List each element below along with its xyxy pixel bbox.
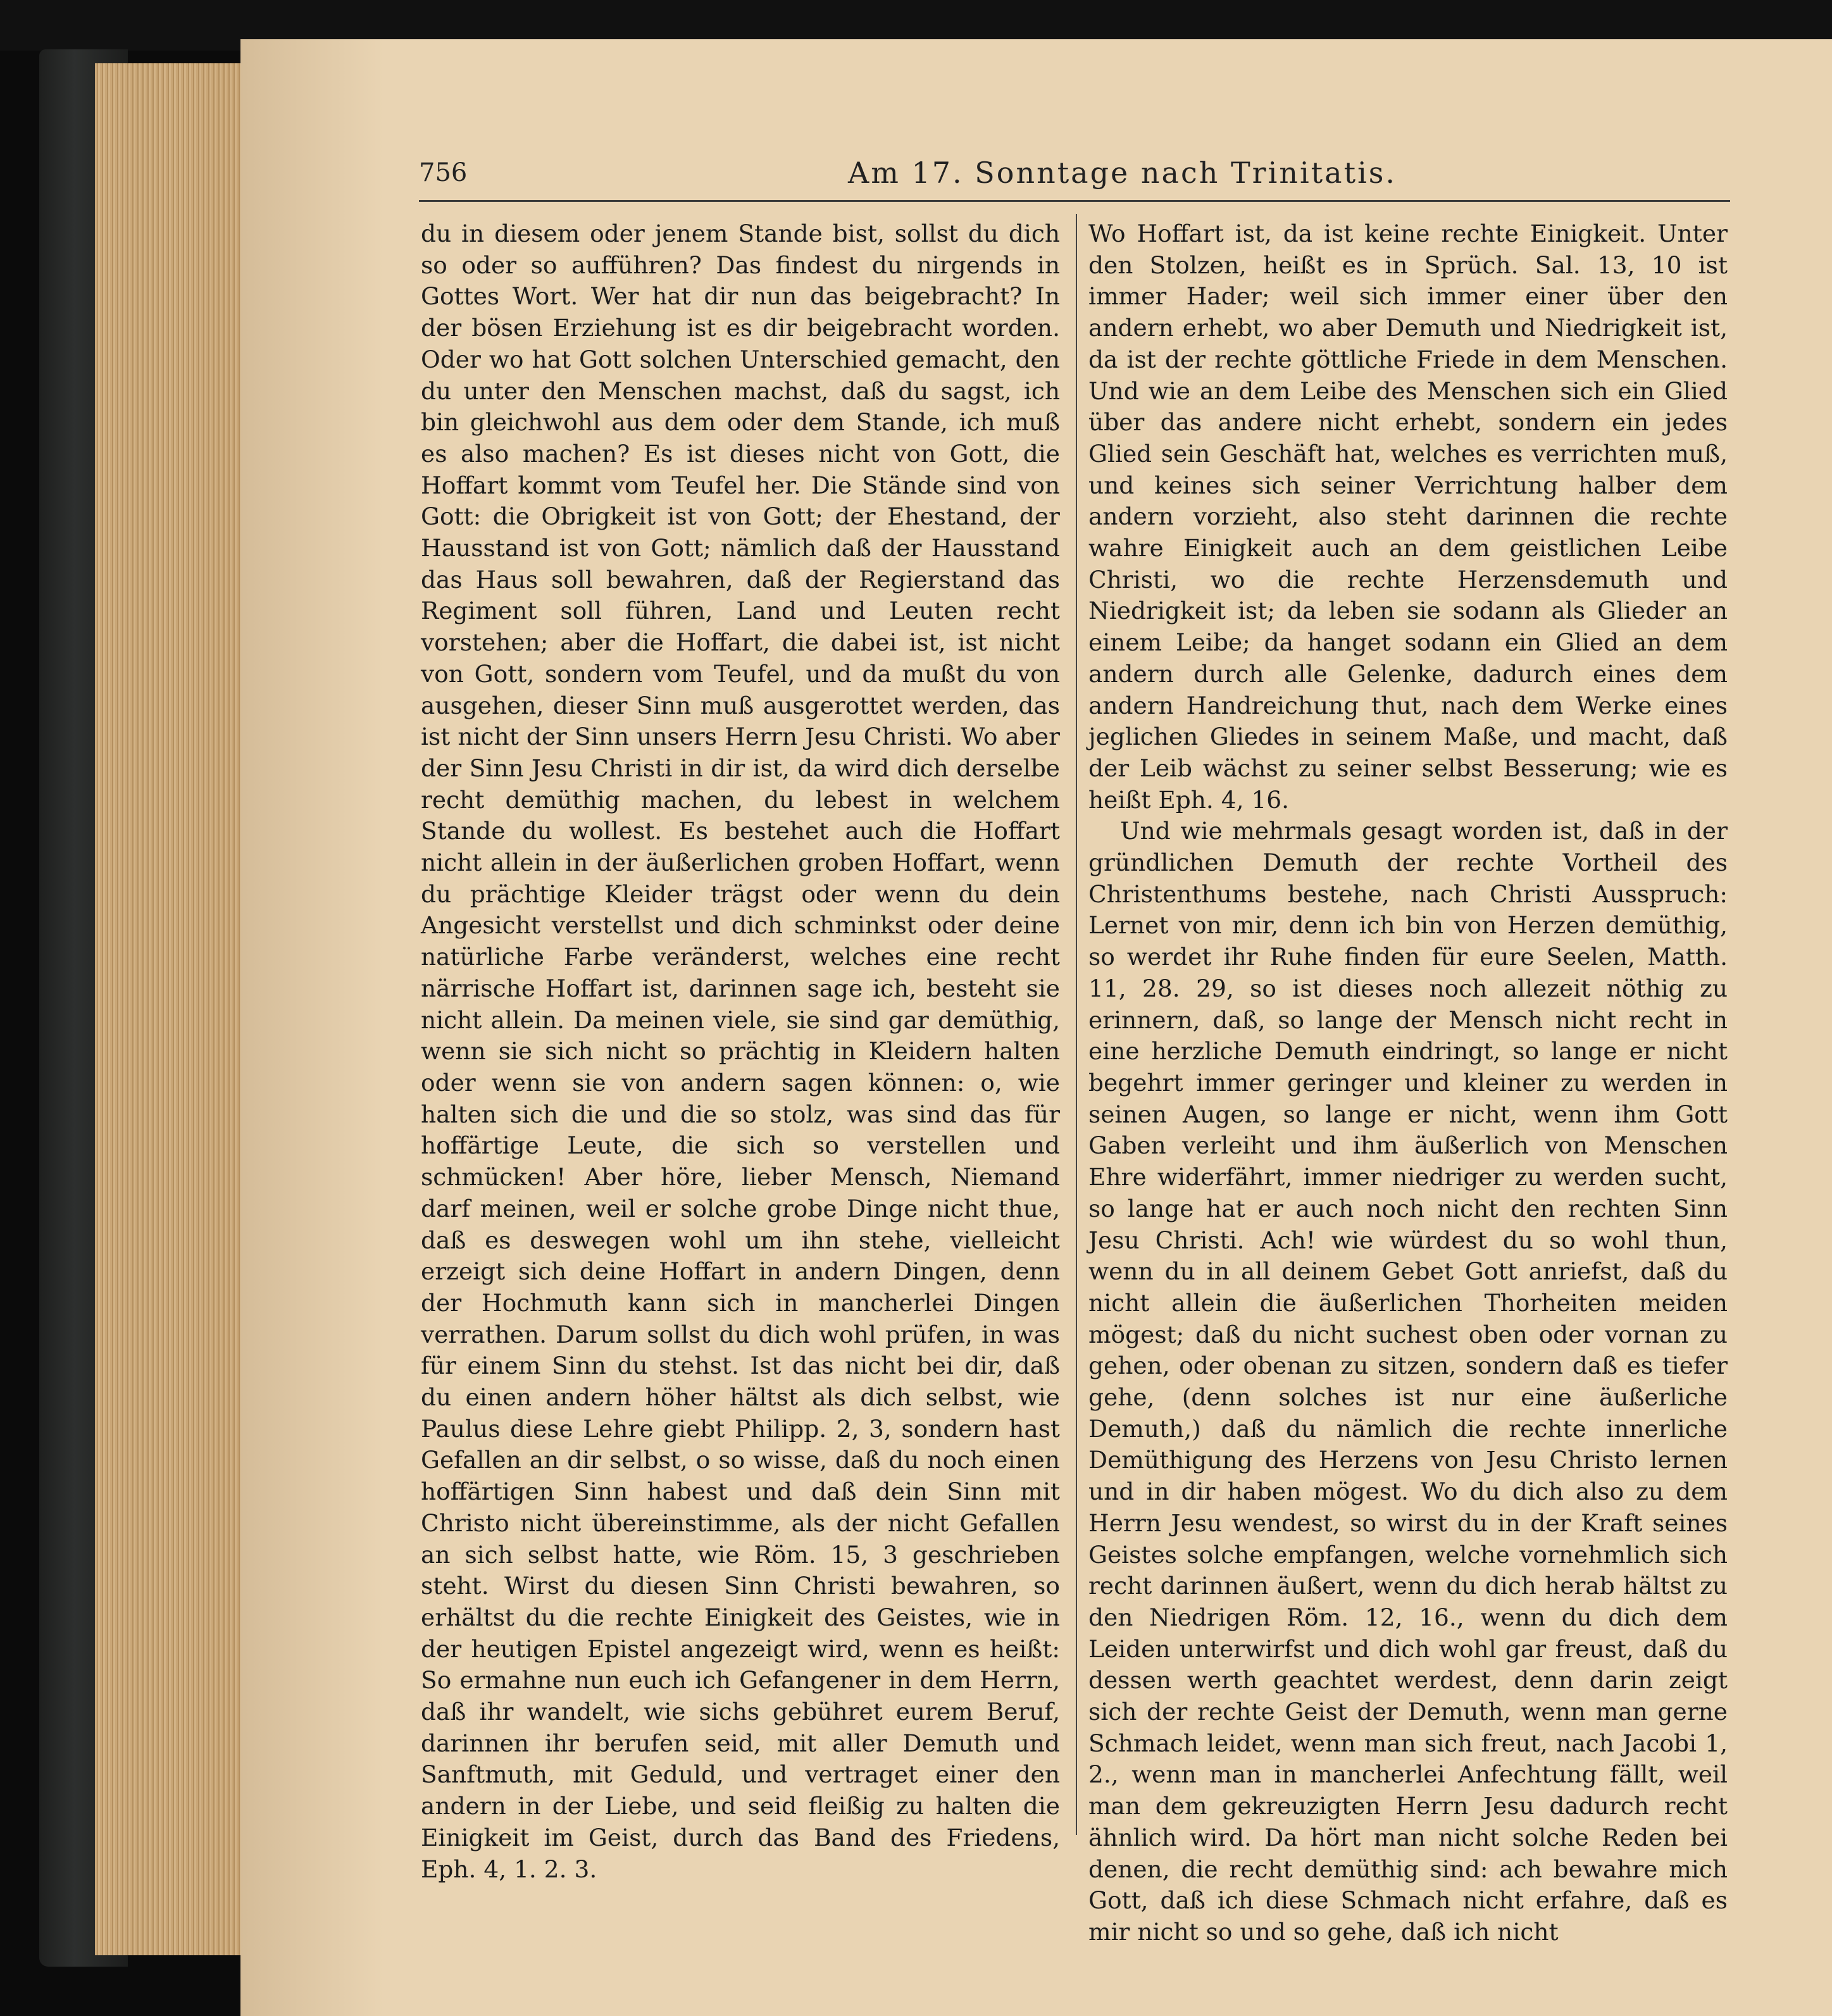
right-paragraph-1: Wo Hoffart ist, da ist keine rechte Einigkeit. Unter den Stolzen, heißt es in Sprüch. Sal. 13, 10 ist immer Hader; weil sich immer einer über den andern erhebt, wo aber Demuth und Niedrigkeit ist, da ist der rechte göttliche Friede in dem Menschen. Und wie an dem Leibe des Menschen sich ein Glied über das andere nicht erhebt, sondern ein jedes Glied sein Geschäft hat, welches es verrichten muß, und keines sich seiner Verrichtung halber dem andern vorzieht, also steht darinnen die rechte wahre Einigkeit auch an dem geistlichen Leibe Christi, wo die rechte Herzensdemuth und Niedrigkeit ist; da leben sie sodann als Glieder an einem Leibe; da hanget sodann ein Glied an dem andern durch alle Gelenke, dadurch eines dem andern Handreichung thut, nach dem Werke eines jeglichen Gliedes in seinem Maße, und macht, daß der Leib wächst zu seiner selbst Besserung; wie es heißt Eph. 4, 16. bbox=[1088, 220, 1728, 814]
right-paragraph-2: Und wie mehrmals gesagt worden ist, daß in der gründlichen Demuth der rechte Vortheil des Christenthums bestehe, nach Christi Ausspruch: Lernet von mir, denn ich bin von Herzen demüthig, so werdet ihr Ruhe finden für eure Seelen, Matth. 11, 28. 29, so ist dieses noch allezeit nöthig zu erinnern, daß, so lange der Mensch nicht recht in eine herzliche Demuth eindringt, so lange er nicht begehrt immer geringer und kleiner zu werden in seinen Augen, so lange er nicht, wenn ihm Gott Gaben verleiht und ihm äußerlich von Menschen Ehre widerfährt, immer niedriger zu werden sucht, so lange hat er auch noch nicht den rechten Sinn Jesu Christi. Ach! wie würdest du so wohl thun, wenn du in all deinem Gebet Gott anriefst, daß du nicht allein die äußerlichen Thorheiten meiden mögest; daß du nicht suchest oben oder vornan zu gehen, oder obenan zu sitzen, sondern daß es tiefer gehe, (denn solches ist nur eine äußerliche Demuth,) daß du nämlich die rechte innerliche Demüthigung des Herzens von Jesu Christo lernen und in dir haben mögest. Wo du dich also zu dem Herrn Jesu wendest, so wirst du in der Kraft seines Geistes solche empfangen, welche vornehmlich sich recht darinnen äußert, wenn du dich herab hältst zu den Niedrigen Röm. 12, 16., wenn du dich dem Leiden unterwirfst und dich wohl gar freust, daß du dessen werth geachtet werdest, denn darin zeigt sich der rechte Geist der Demuth, wenn man gerne Schmach leidet, wenn man sich freut, nach Jacobi 1, 2., wenn man in mancherlei Anfechtung fällt, weil man dem gekreuzigten Herrn Jesu dadurch recht ähnlich wird. Da hört man nicht solche Reden bei denen, die recht demüthig sind: ach bewahre mich Gott, daß ich diese Schmach nicht erfahre, daß es mir nicht so und so gehe, daß ich nicht bbox=[1088, 817, 1728, 1946]
running-title: Am 17. Sonntage nach Trinitatis. bbox=[848, 156, 1397, 190]
column-divider bbox=[1076, 214, 1077, 1835]
left-paragraph-1: du in diesem oder jenem Stande bist, sollst du dich so oder so aufführen? Das findest du nirgends in Gottes Wort. Wer hat dir nun das beigebracht? In der bösen Erziehung ist es dir beigebracht worden. Oder wo hat Gott solchen Unterschied gemacht, den du unter den Menschen machst, daß du sagst, ich bin gleichwohl aus dem oder dem Stande, ich muß es also machen? Es ist dieses nicht von Gott, die Hoffart kommt vom Teufel her. Die Stände sind von Gott: die Obrigkeit ist von Gott; der Ehestand, der Hausstand ist von Gott; nämlich daß der Hausstand das Haus soll bewahren, daß der Regierstand das Regiment soll führen, Land und Leuten recht vorstehen; aber die Hoffart, die dabei ist, ist nicht von Gott, sondern vom Teufel, und da mußt du von ausgehen, dieser Sinn muß ausgerottet werden, das ist nicht der Sinn unsers Herrn Jesu Christi. Wo aber der Sinn Jesu Christi in dir ist, da wird dich derselbe recht demüthig machen, du lebest in welchem Stande du wollest. Es bestehet auch die Hoffart nicht allein in der äußerlichen groben Hoffart, wenn du prächtige Kleider trägst oder wenn du dein Angesicht verstellst und dich schminkst oder deine natürliche Farbe veränderst, welches eine recht närrische Hoffart ist, darinnen sage ich, besteht sie nicht allein. Da meinen viele, sie sind gar demüthig, wenn sie sich nicht so prächtig in Kleidern halten oder wenn sie von andern sagen können: o, wie halten sich die und die so stolz, was sind das für hoffärtige Leute, die sich so verstellen und schmücken! Aber höre, lieber Mensch, Niemand darf meinen, weil er solche grobe Dinge nicht thue, daß es deswegen wohl um ihn stehe, vielleicht erzeigt sich deine Hoffart in andern Dingen, denn der Hochmuth kann sich in mancherlei Dingen verrathen. Darum sollst du dich wohl prüfen, in was für einem Sinn du stehst. Ist das nicht bei dir, daß du einen andern höher hältst als dich selbst, wie Paulus diese Lehre giebt Philipp. 2, 3, sondern hast Gefallen an dir selbst, o so wisse, daß du noch einen hoffärtigen Sinn habest und daß dein Sinn mit Christo nicht übereinstimme, als der nicht Gefallen an sich selbst hatte, wie Röm. 15, 3 geschrieben steht. Wirst du diesen Sinn Christi bewahren, so erhältst du die rechte Einigkeit des Geistes, wie in der heutigen Epistel angezeigt wird, wenn es heißt: So ermahne nun euch ich Gefangener in dem Herrn, daß ihr wandelt, wie sichs gebühret eurem Beruf, darinnen ihr berufen seid, mit aller Demuth und Sanftmuth, mit Geduld, und vertraget einer den andern in der Liebe, und seid fleißig zu halten die Einigkeit im Geist, durch das Band des Friedens, Eph. 4, 1. 2. 3. bbox=[421, 220, 1060, 1883]
left-column bbox=[421, 218, 1060, 1883]
right-column bbox=[1088, 218, 1728, 1946]
page-number: 756 bbox=[419, 158, 468, 187]
header-rule bbox=[419, 200, 1730, 202]
